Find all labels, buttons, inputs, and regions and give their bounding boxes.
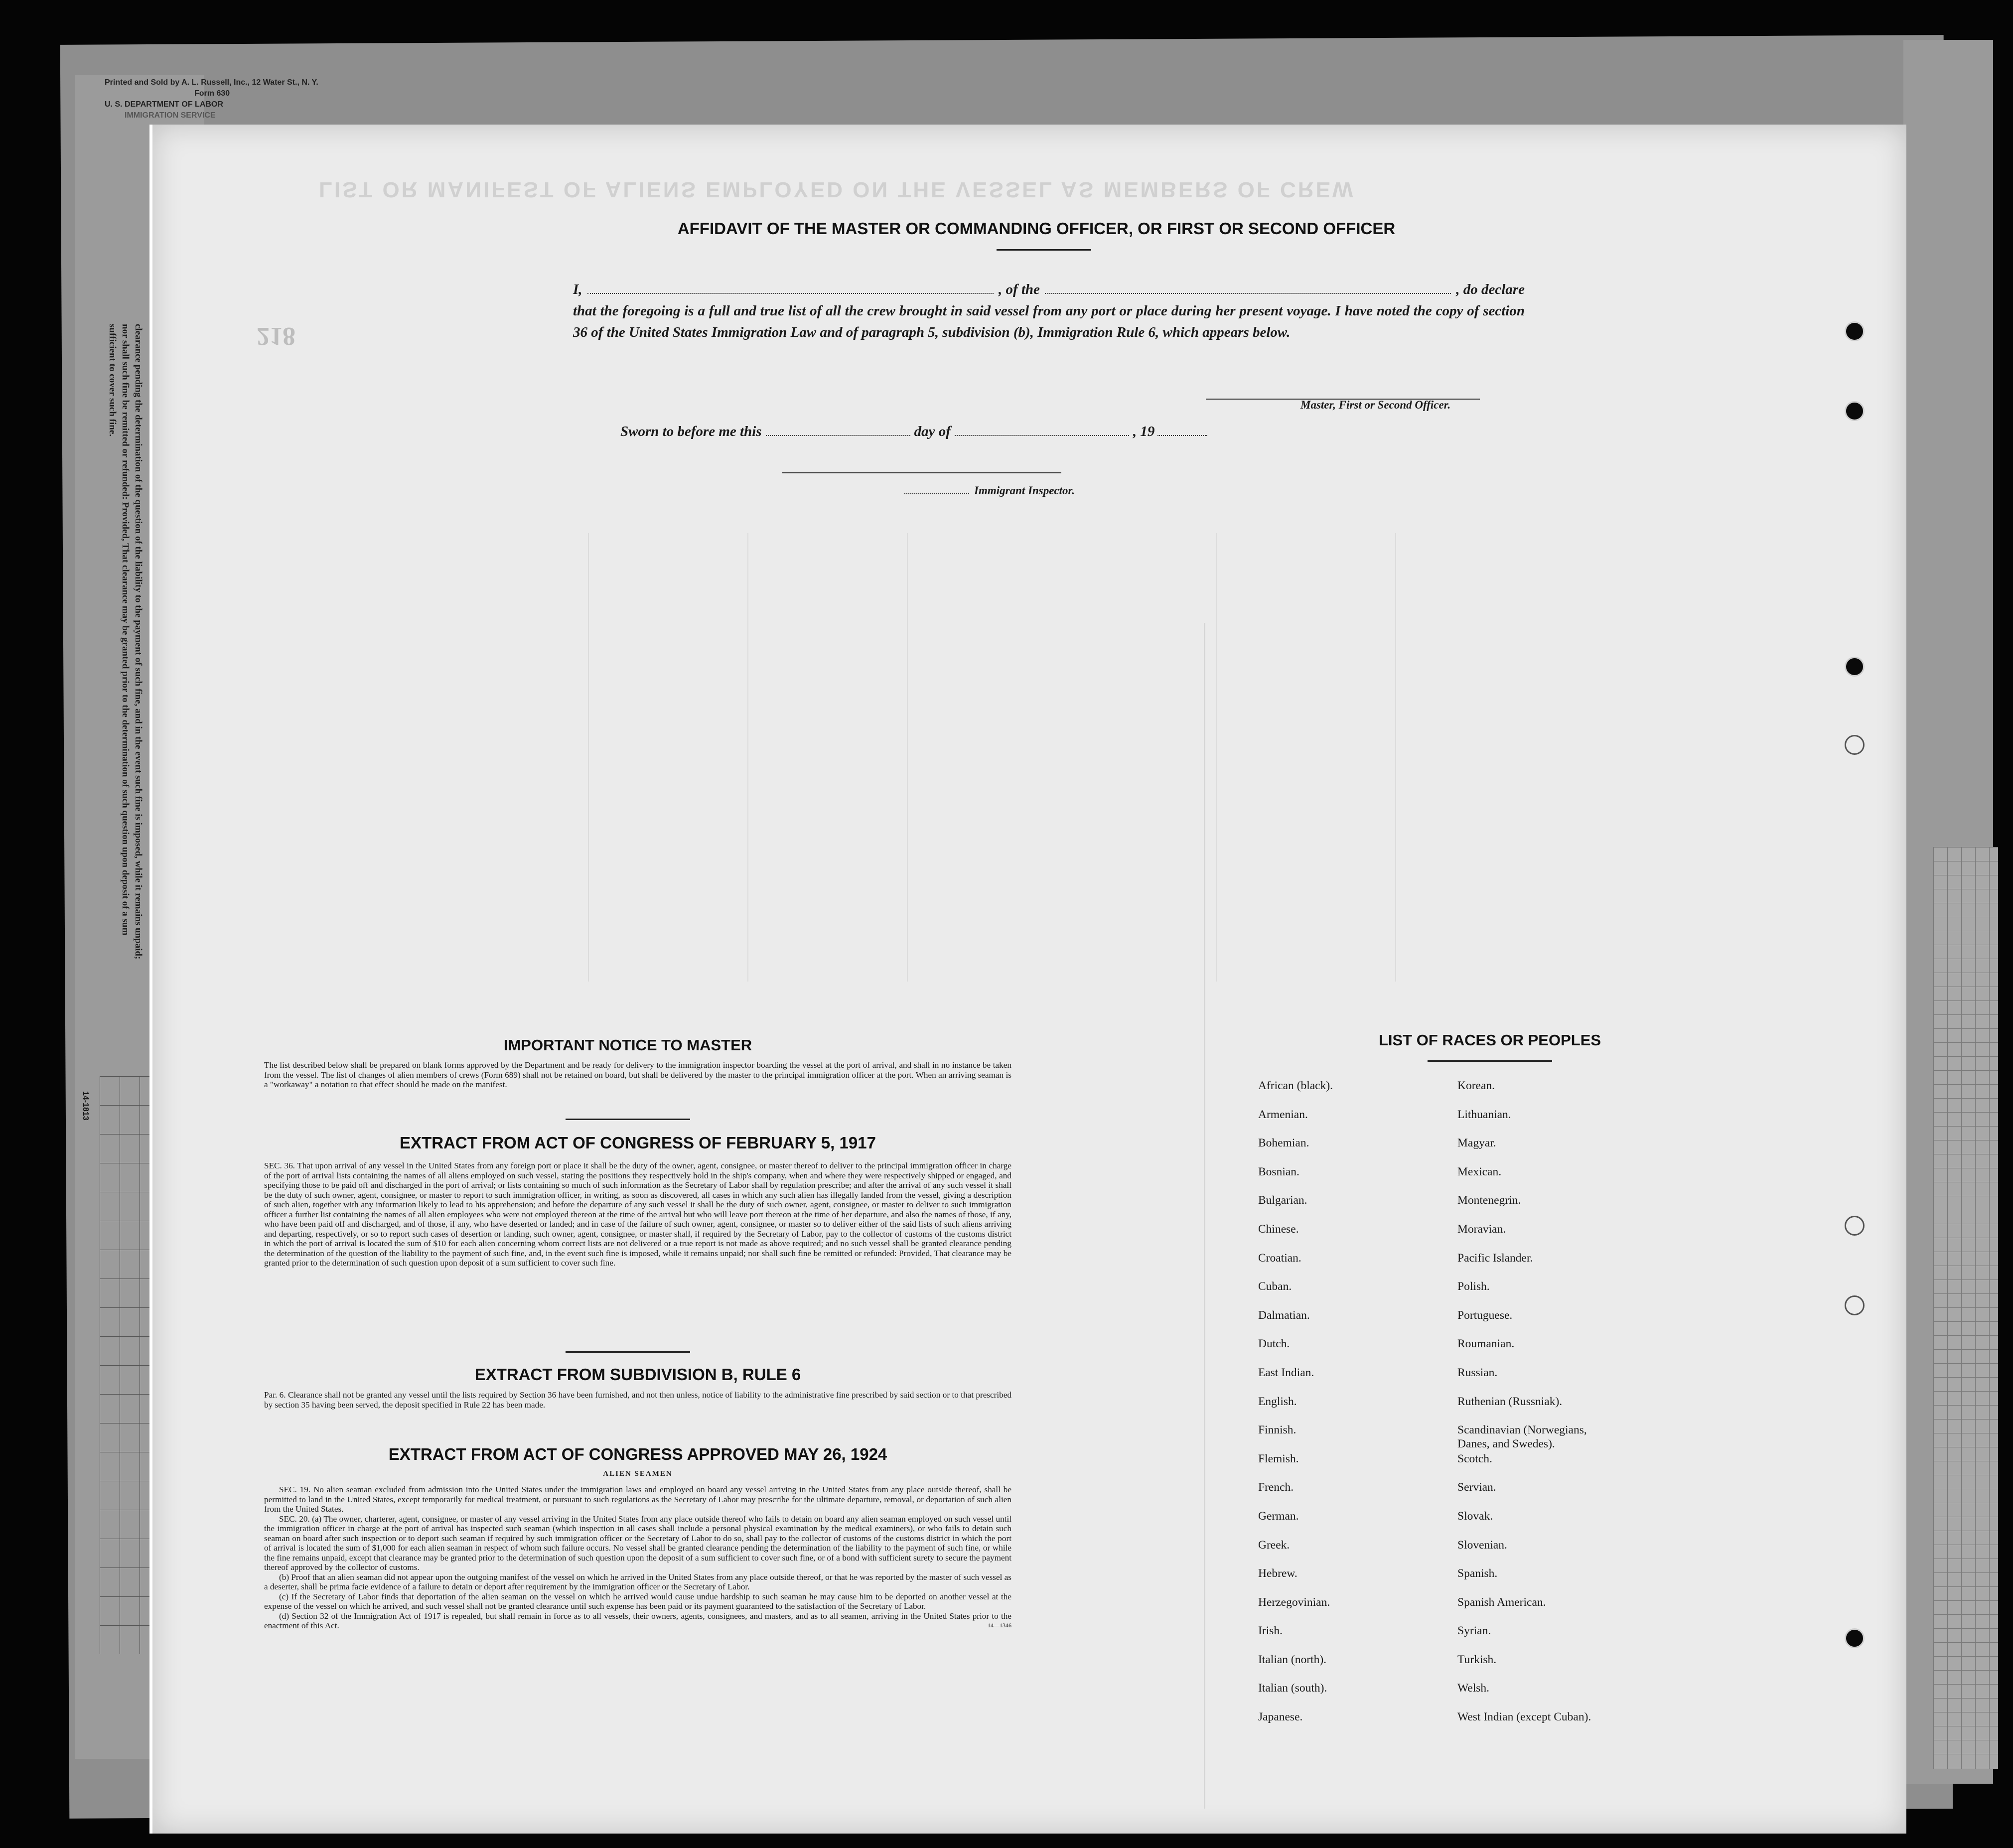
race-item: Pacific Islander. xyxy=(1457,1251,1533,1265)
sworn-line xyxy=(620,424,1268,440)
printer-line-1: Printed and Sold by A. L. Russell, Inc., 12 Water St., N. Y. xyxy=(105,78,318,87)
printer-line-3: U. S. DEPARTMENT OF LABOR xyxy=(105,100,223,109)
inspector-label-row xyxy=(904,484,1075,497)
race-item: German. xyxy=(1258,1509,1299,1523)
inspector-label: Immigrant Inspector. xyxy=(974,484,1075,497)
sworn-prefix: Sworn to before me this xyxy=(620,424,762,439)
graph-paper-strip xyxy=(1933,847,1998,1769)
race-item: East Indian. xyxy=(1258,1366,1314,1379)
race-item: English. xyxy=(1258,1395,1297,1408)
affidavit-i-label: I, xyxy=(573,282,582,297)
race-item: Ruthenian (Russniak). xyxy=(1457,1395,1563,1408)
sworn-day-blank[interactable] xyxy=(766,435,910,436)
affidavit-body xyxy=(573,279,1525,343)
left-rotated-text: clearance pending the determination of the question of the liability to the payment of such fine, and in the event such fine is imposed, while it remains unpaid; nor shall such fine be remitted or refunded: Provided, That clearance may be granted prior to the determination of such question upon deposit of a sum sufficient to cover such fine. xyxy=(107,324,144,960)
race-item: Scotch. xyxy=(1457,1452,1492,1465)
race-item: Russian. xyxy=(1457,1366,1498,1379)
extract-1924-paragraph: SEC. 20. (a) The owner, charterer, agent, consignee, or master of any vessel arriving in the United States from any place outside thereof who fails to detain on board any alien seaman employed on such vessel until the immigration officer in charge at the port of arrival has inspected such seaman (which inspection in all cases shall include a personal physical examination by the medical examiners), or who fails to detain such seaman on board after such inspection or to deport such seaman if required by such immigration officer or the Secretary of Labor to do so, shall pay to the collector of customs of the customs district in which the port of arrival is located the sum of $1,000 for each alien seaman in respect of whom such failure occurs. No vessel shall be granted clearance pending the determination of the liability to the payment of such fine, or while the fine remains unpaid, except that clearance may be granted prior to the determination of such question upon the deposit of a sum sufficient to cover such fine, or of a bond with sufficient surety to secure the payment thereof approved by the collector of customs. xyxy=(264,1514,1011,1572)
section-rule xyxy=(566,1351,690,1353)
name-blank[interactable] xyxy=(587,282,994,294)
race-item: African (black). xyxy=(1258,1079,1333,1092)
race-item: Croatian. xyxy=(1258,1251,1301,1265)
race-item: Magyar. xyxy=(1457,1137,1496,1150)
sworn-month-blank[interactable] xyxy=(955,435,1129,436)
race-item: Scandinavian (Norwegians, Danes, and Swedes). xyxy=(1457,1423,1587,1451)
affidavit-of-the: , of the xyxy=(998,282,1040,297)
affidavit-do-declare: , do declare xyxy=(1456,282,1525,297)
race-item: Welsh. xyxy=(1457,1682,1490,1695)
binder-hole xyxy=(1845,321,1865,341)
race-item: Irish. xyxy=(1258,1624,1283,1638)
extract-1924-last: (d) Section 32 of the Immigration Act of 1917 is repealed, but shall remain in force as to all vessels, their owners, agents, consignees, and masters, and as to all seamen, arriving in the United States prior to the enactment of this Act. xyxy=(264,1611,1011,1630)
section-rule xyxy=(566,1119,690,1120)
race-item: Servian. xyxy=(1457,1481,1496,1494)
ghost-column-line xyxy=(907,533,908,982)
race-item: Spanish. xyxy=(1457,1567,1498,1580)
race-item: Slovenian. xyxy=(1457,1538,1507,1552)
races-rule xyxy=(1428,1060,1552,1062)
race-item: Finnish. xyxy=(1258,1423,1296,1437)
master-signature-label: Master, First or Second Officer. xyxy=(1300,399,1451,411)
extract-1924-paragraph: (c) If the Secretary of Labor finds that deportation of the alien seaman on the vessel on which he arrived would cause undue hardship to such seaman he may cause him to be deported on another vessel at the expense of the vessel on which he arrived, and such vessel shall not be granted clearance until such expense has been paid or its payment guaranteed to the satisfaction of the Secretary of Labor. xyxy=(264,1591,1011,1611)
printer-header xyxy=(105,77,354,121)
race-item: Polish. xyxy=(1457,1280,1490,1293)
affidavit-declaration-line xyxy=(573,279,1525,300)
binder-hole xyxy=(1845,657,1865,677)
race-item: Italian (south). xyxy=(1258,1682,1327,1695)
race-item: Turkish. xyxy=(1457,1653,1497,1666)
race-item: Montenegrin. xyxy=(1457,1194,1521,1207)
race-item: Bohemian. xyxy=(1258,1137,1309,1150)
race-item: Syrian. xyxy=(1457,1624,1491,1638)
race-item: Moravian. xyxy=(1457,1222,1506,1236)
inspector-signature-line[interactable] xyxy=(782,472,1061,473)
binder-hole xyxy=(1845,1295,1865,1315)
extract-1924-title: EXTRACT FROM ACT OF CONGRESS APPROVED MAY 26, 1924 xyxy=(388,1445,887,1463)
race-item: Slovak. xyxy=(1457,1509,1493,1523)
sworn-year-blank[interactable] xyxy=(1157,435,1207,436)
race-item: French. xyxy=(1258,1481,1294,1494)
sworn-day-of: day of xyxy=(914,424,951,439)
race-item: Flemish. xyxy=(1258,1452,1299,1465)
form-number: 14—1346 xyxy=(988,1622,1011,1629)
extract-rule6-title: EXTRACT FROM SUBDIVISION B, RULE 6 xyxy=(474,1365,801,1384)
race-item: Dutch. xyxy=(1258,1337,1290,1351)
extract-rule6-body: Par. 6. Clearance shall not be granted any vessel until the lists required by Section 36 have been furnished, and not then unless, notice of liability to the administrative fine prescribed by said section or to that prescribed by section 35 having been served, the deposit specified in Rule 22 has been made. xyxy=(264,1390,1011,1410)
extract-1924-paragraph: SEC. 19. No alien seaman excluded from admission into the United States under the immigration laws and employed on board any vessel arriving in the United States from any place outside thereof, shall be permitted to land in the United States, except temporarily for medical treatment, or pursuant to such regulations as the Secretary of Labor may prescribe for the ultimate departure, removal, or deportation of such alien from the United States. xyxy=(264,1485,1011,1514)
printer-line-4: IMMIGRATION SERVICE xyxy=(125,111,216,120)
extract-1924-subtitle: ALIEN SEAMEN xyxy=(603,1470,673,1478)
race-item: Bulgarian. xyxy=(1258,1194,1307,1207)
race-item: Cuban. xyxy=(1258,1280,1292,1293)
ghost-column-line xyxy=(588,533,589,982)
race-item: Bosnian. xyxy=(1258,1165,1299,1178)
page-fold xyxy=(1204,623,1205,1809)
sworn-year-prefix: , 19 xyxy=(1133,424,1155,439)
race-item: Armenian. xyxy=(1258,1108,1308,1121)
affidavit-statement: that the foregoing is a full and true list of all the crew brought in said vessel from any port or place during her present voyage. I have noted the copy of section 36 of the United States Immigration Law and of paragraph 5, subdivision (b), Immigration Rule 6, which appears below. xyxy=(573,303,1525,340)
ghost-column-line xyxy=(747,533,748,982)
race-item: West Indian (except Cuban). xyxy=(1457,1710,1591,1724)
binder-hole xyxy=(1845,1216,1865,1236)
extract-1924-body xyxy=(264,1485,1011,1631)
race-item: Lithuanian. xyxy=(1457,1108,1511,1121)
race-item: Portuguese. xyxy=(1457,1308,1513,1322)
race-item: Japanese. xyxy=(1258,1710,1303,1724)
affidavit-rule xyxy=(997,249,1091,251)
vessel-blank[interactable] xyxy=(1045,282,1451,294)
binder-hole xyxy=(1845,401,1865,421)
races-column-b xyxy=(1457,1079,1756,1739)
race-item: Mexican. xyxy=(1457,1165,1502,1178)
race-item: Italian (north). xyxy=(1258,1653,1327,1666)
ghost-column-line xyxy=(1395,533,1396,982)
race-item: Roumanian. xyxy=(1457,1337,1515,1351)
races-title: LIST OF RACES OR PEOPLES xyxy=(1378,1031,1601,1049)
notice-title: IMPORTANT NOTICE TO MASTER xyxy=(503,1036,752,1054)
stamp-number: 218 xyxy=(257,322,295,350)
extract-1924-paragraph xyxy=(264,1611,1011,1631)
extract-1917-body: SEC. 36. That upon arrival of any vessel in the United States from any foreign port or place it shall be the duty of the owner, agent, consignee, or master thereof to deliver to the principal immigration officer in charge of the port of arrival lists containing the names of all aliens employed on such vessel, stating the positions they respectively hold in the ship's company, when and where they were respectively shipped or engaged, and specifying those to be paid off and discharged in the port of arrival; or lists containing so much of such information as the Secretary of Labor shall by regulation prescribe; and after the arrival of any such vessel it shall be the duty of such owner, agent, consignee, or master to report to such immigration officer, in writing, as soon as discovered, all cases in which any such alien has illegally landed from the vessel, giving a description of such alien, together with any information likely to lead to his apprehension; and before the departure of any such vessel it shall be the duty of such owner, agent, consignee, or master to deliver to such immigration officer a further list containing the names of all alien employees who were not employed thereon at the time of the arrival but who will leave port thereon at the time of her departure, and also the names of those, if any, who have been paid off and discharged, and of those, if any, who have deserted or landed; and in case of the failure of such owner, agent, consignee, or master so to deliver either of the said lists of such aliens arriving and departing, respectively, or so to report such cases of desertion or landing, such owner, agent, consignee, or master shall, if required by the Secretary of Labor, pay to the collector of customs of the customs district in which the port of arrival is located the sum of $10 for each alien concerning whom correct lists are not delivered or a true report is not made as above required; and no such vessel shall be granted clearance pending the determination of the question of the liability to the payment of such fine, and, in the event such fine is imposed, while it remains unpaid; nor shall such fine be remitted or refunded: Provided, That clearance may be granted prior to the determination of such question upon deposit of a sum sufficient to cover such fine. xyxy=(264,1161,1011,1268)
binder-hole xyxy=(1845,735,1865,755)
side-form-code: 14-1813 xyxy=(81,1091,90,1121)
race-item: Dalmatian. xyxy=(1258,1308,1310,1322)
ghost-header-bleedthrough: LIST OR MANIFEST OF ALIENS EMPLOYED ON THE VESSEL AS MEMBERS OF CREW xyxy=(319,177,1355,202)
race-item: Spanish American. xyxy=(1457,1595,1546,1609)
race-item: Chinese. xyxy=(1258,1222,1299,1236)
race-item: Korean. xyxy=(1457,1079,1495,1092)
ghost-column-line xyxy=(1216,533,1217,982)
printer-line-2: Form 630 xyxy=(194,89,230,98)
notice-body: The list described below shall be prepared on blank forms approved by the Department and be ready for delivery to the immigration inspector boarding the vessel at the port of arrival, and shall in no instance be taken from the vessel. The list of changes of alien members of crews (Form 689) shall not be retained on board, but shall be delivered by the master to the principal immigration officer at the port. When an arriving seaman is a "workaway" a notation to that effect should be made on the manifest. xyxy=(264,1060,1011,1089)
extract-1924-paragraph: (b) Proof that an alien seaman did not appear upon the outgoing manifest of the vessel on which he arrived in the United States from any place outside thereof, or that he was reported by the master of such vessel as a deserter, shall be prima facie evidence of a failure to detain or deport after requirement by the immigration officer or the Secretary of Labor. xyxy=(264,1572,1011,1591)
affidavit-title: AFFIDAVIT OF THE MASTER OR COMMANDING OFFICER, OR FIRST OR SECOND OFFICER xyxy=(677,219,1396,238)
race-item: Greek. xyxy=(1258,1538,1290,1552)
race-item: Herzegovinian. xyxy=(1258,1595,1330,1609)
race-item: Hebrew. xyxy=(1258,1567,1297,1580)
extract-1917-title: EXTRACT FROM ACT OF CONGRESS OF FEBRUARY 5, 1917 xyxy=(400,1134,876,1152)
inspector-dots xyxy=(904,493,969,494)
binder-hole xyxy=(1845,1628,1865,1648)
